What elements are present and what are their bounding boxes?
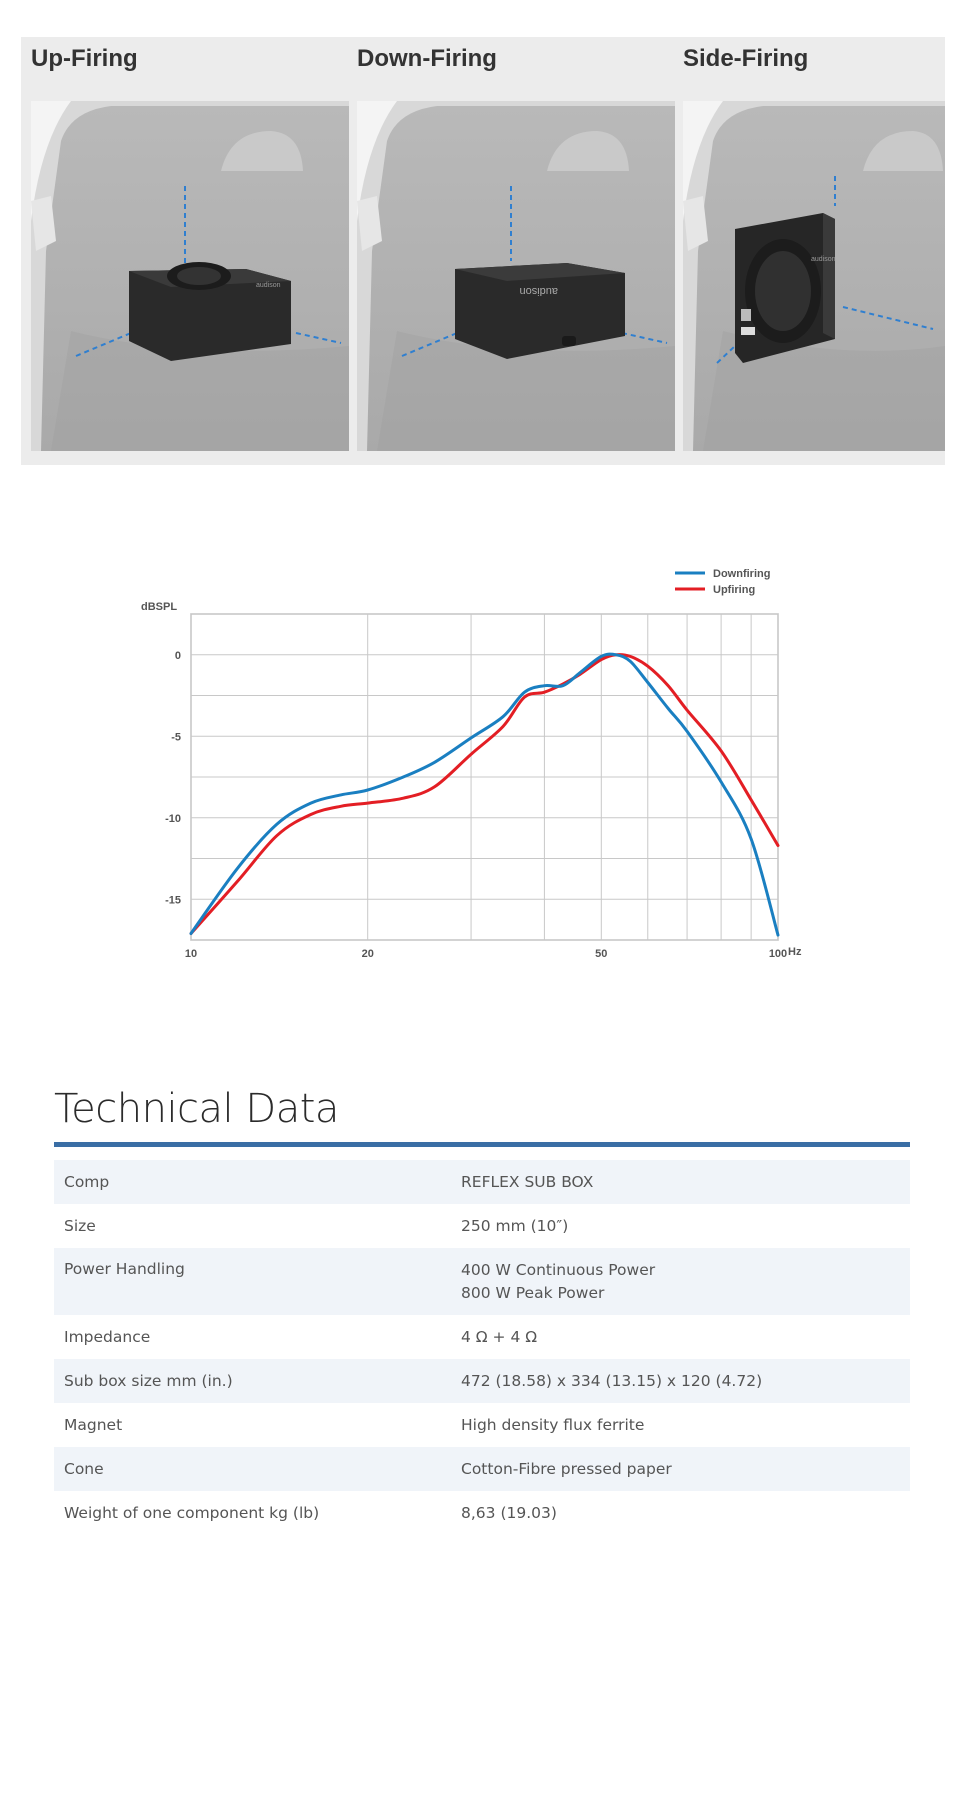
spec-label: Weight of one component kg (lb)	[64, 1504, 320, 1522]
spec-label: Power Handling	[64, 1260, 185, 1278]
y-tick-label: -5	[171, 731, 181, 744]
up-firing-label: Up-Firing	[31, 45, 138, 72]
side-firing-box-logo: audison	[811, 256, 836, 263]
frequency-response-svg	[130, 558, 830, 968]
spec-value-line: 472 (18.58) x 334 (13.15) x 120 (4.72)	[461, 1371, 763, 1390]
spec-row	[54, 1359, 910, 1403]
spec-value	[451, 1359, 910, 1403]
x-axis-label: Hz	[788, 946, 802, 958]
spec-row	[54, 1248, 910, 1315]
spec-value-line: 400 W Continuous Power	[461, 1261, 656, 1279]
down-firing-image	[357, 101, 675, 451]
up-firing-image	[31, 101, 349, 451]
spec-label: Size	[64, 1217, 96, 1235]
spec-row	[54, 1491, 910, 1535]
technical-data-divider	[54, 1142, 910, 1147]
mounting-options	[21, 37, 945, 465]
y-tick-label: 0	[174, 649, 181, 662]
spec-value	[451, 1491, 910, 1535]
technical-data-table	[54, 1160, 910, 1535]
y-axis-label: dBSPL	[141, 601, 178, 613]
x-tick-label: 50	[595, 948, 608, 960]
side-firing-image	[683, 101, 945, 451]
x-tick-label: 100	[768, 948, 788, 960]
down-firing-box-logo: audison	[519, 285, 558, 297]
x-tick-label: 20	[361, 948, 374, 960]
spec-row	[54, 1447, 910, 1491]
spec-value	[451, 1248, 910, 1315]
spec-value	[451, 1160, 910, 1204]
technical-data-title: Technical Data	[54, 1086, 339, 1132]
spec-value	[451, 1447, 910, 1491]
spec-value-line: 4 Ω + 4 Ω	[461, 1327, 538, 1346]
spec-row	[54, 1204, 910, 1248]
spec-value-line: 250 mm (10″)	[461, 1216, 569, 1235]
spec-row	[54, 1315, 910, 1359]
spec-value-line: 800 W Peak Power	[461, 1284, 605, 1302]
up-firing-box-logo: audison	[256, 282, 281, 289]
legend-label: Downfiring	[713, 568, 771, 580]
spec-value-line: High density flux ferrite	[461, 1415, 645, 1434]
spec-row	[54, 1403, 910, 1447]
legend-label: Upfiring	[713, 584, 756, 596]
frequency-response-chart	[130, 558, 830, 968]
spec-value-line: 8,63 (19.03)	[461, 1503, 557, 1522]
spec-value	[451, 1315, 910, 1359]
x-tick-label: 10	[184, 948, 198, 960]
spec-label: Impedance	[64, 1328, 151, 1346]
spec-value	[451, 1403, 910, 1447]
spec-label: Comp	[64, 1173, 110, 1191]
spec-label: Cone	[64, 1460, 104, 1478]
spec-value	[451, 1204, 910, 1248]
spec-label: Magnet	[64, 1416, 123, 1434]
y-tick-label: -15	[165, 894, 181, 907]
spec-value-line: REFLEX SUB BOX	[461, 1172, 594, 1191]
side-firing-label: Side-Firing	[683, 45, 809, 72]
spec-label: Sub box size mm (in.)	[64, 1372, 233, 1390]
spec-value-line: Cotton-Fibre pressed paper	[461, 1459, 672, 1478]
down-firing-label: Down-Firing	[357, 45, 497, 72]
y-tick-label: -10	[165, 812, 181, 825]
spec-row	[54, 1160, 910, 1204]
